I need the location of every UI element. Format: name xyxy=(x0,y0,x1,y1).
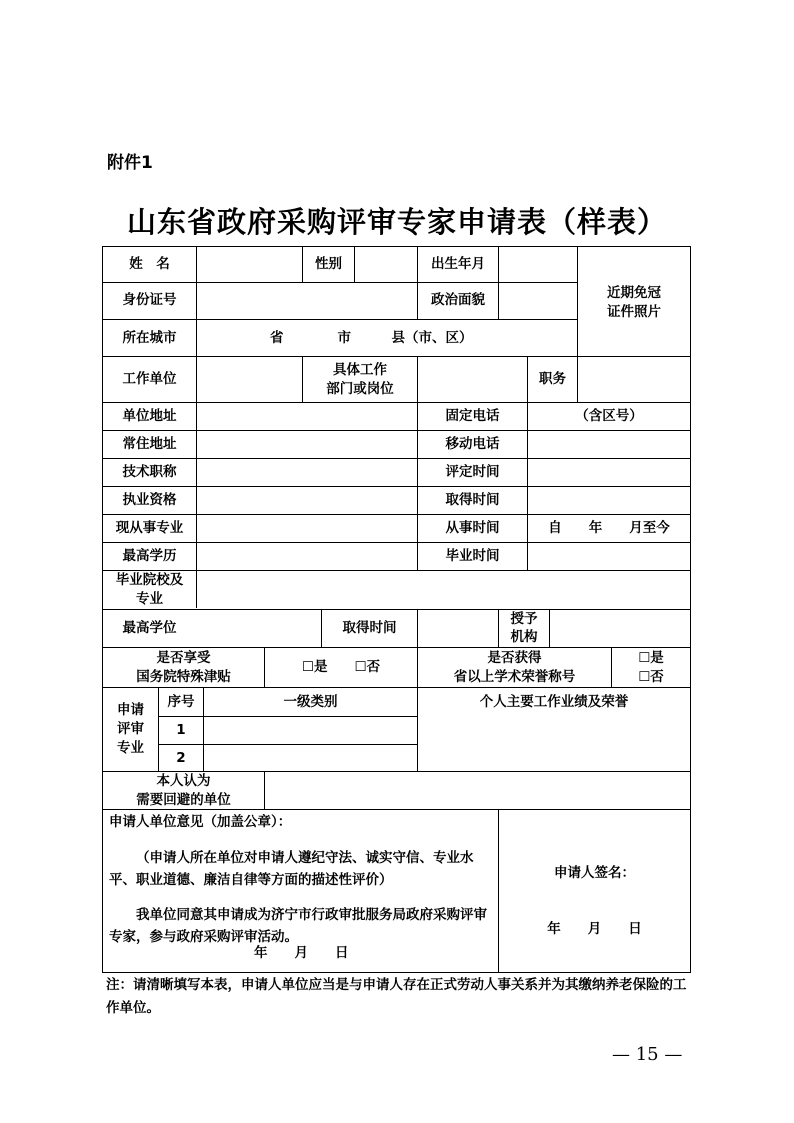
label-honor-1: 是否获得 xyxy=(487,650,542,666)
honor-yes-checkbox[interactable]: ☐是 xyxy=(638,650,664,666)
col-line xyxy=(498,809,499,972)
label-birth: 出生年月 xyxy=(431,256,485,272)
label-degree-time: 取得时间 xyxy=(342,620,397,636)
row-line xyxy=(158,716,417,717)
col-line xyxy=(417,356,418,402)
footnote: 注：请清晰填写本表，申请人单位应当是与申请人存在正式劳动人事关系并为其缴纳养老保险的工作单位。 xyxy=(106,977,687,1016)
row-line xyxy=(102,486,691,487)
col-line xyxy=(264,771,265,809)
col-line xyxy=(577,356,578,402)
label-avoid-2: 需要回避的单位 xyxy=(136,792,231,808)
label-seq: 序号 xyxy=(167,694,195,710)
label-politics: 政治面貌 xyxy=(431,292,485,308)
row-line xyxy=(102,514,691,515)
subsidy-yes-no-checkboxes[interactable]: ☐是 ☐否 xyxy=(301,659,381,675)
label-school-1: 毕业院校及 xyxy=(115,572,184,588)
col-line xyxy=(549,609,550,647)
label-unit-address: 单位地址 xyxy=(122,408,177,424)
col-line xyxy=(527,402,528,570)
area-code-hint: （含区号） xyxy=(575,408,643,424)
label-avoid-1: 本人认为 xyxy=(156,773,211,789)
label-grad-time: 毕业时间 xyxy=(445,548,500,564)
label-honor-2: 省以上学术荣誉称号 xyxy=(453,669,576,685)
unit-opinion-description: （申请人所在单位对申请人遵纪守法、诚实守信、专业水平、职业道德、廉洁自律等方面的描述性评价） xyxy=(109,850,474,888)
city-template: 省 市 县（市、区） xyxy=(270,330,473,346)
signature-date: 年 月 日 xyxy=(547,921,642,937)
label-degree: 最高学位 xyxy=(122,620,177,636)
label-category: 一级类别 xyxy=(283,694,338,710)
unit-opinion-label: 申请人单位意见（加盖公章）： xyxy=(109,814,292,830)
row-line xyxy=(102,687,691,688)
row-line xyxy=(102,282,578,283)
label-obtain-time: 取得时间 xyxy=(445,492,500,508)
unit-date: 年 月 日 xyxy=(254,945,349,961)
label-dept-2: 部门或岗位 xyxy=(326,381,394,397)
label-subsidy-1: 是否享受 xyxy=(156,650,211,666)
label-education: 最高学历 xyxy=(122,548,177,564)
seq-1: 1 xyxy=(176,722,186,738)
label-workplace: 工作单位 xyxy=(122,371,177,387)
label-school-2: 专业 xyxy=(136,591,163,607)
col-line xyxy=(354,246,355,282)
label-review-major-1: 申请 xyxy=(117,702,144,718)
seq-2: 2 xyxy=(176,750,186,766)
row-line xyxy=(102,319,578,320)
label-tech-title: 技术职称 xyxy=(122,464,177,480)
label-city: 所在城市 xyxy=(122,330,177,346)
row-line xyxy=(102,542,691,543)
label-home-address: 常住地址 xyxy=(122,436,177,452)
row-line xyxy=(102,430,691,431)
label-id-number: 身份证号 xyxy=(122,292,177,308)
attachment-label: 附件1 xyxy=(107,153,153,173)
label-qualification: 执业资格 xyxy=(122,492,177,508)
label-photo-2: 证件照片 xyxy=(607,304,661,320)
row-line xyxy=(102,458,691,459)
row-line xyxy=(102,356,691,357)
label-photo-1: 近期免冠 xyxy=(607,285,661,301)
honor-no-checkbox[interactable]: ☐否 xyxy=(638,669,664,685)
since-template: 自 年 月至今 xyxy=(548,520,670,536)
label-degree-inst-1: 授予 xyxy=(510,611,538,627)
col-line xyxy=(196,246,197,608)
label-subsidy-2: 国务院特殊津贴 xyxy=(136,669,231,685)
label-position: 职务 xyxy=(539,371,566,387)
label-current-major: 现从事专业 xyxy=(115,520,184,536)
table-border-top xyxy=(102,246,691,247)
label-achievements: 个人主要工作业绩及荣誉 xyxy=(479,694,629,710)
form-title: 山东省政府采购评审专家申请表（样表） xyxy=(126,205,667,239)
label-work-since: 从事时间 xyxy=(445,520,500,536)
label-gender: 性别 xyxy=(315,256,342,272)
label-eval-time: 评定时间 xyxy=(445,464,500,480)
col-line xyxy=(498,246,499,319)
label-degree-inst-2: 机构 xyxy=(510,629,538,645)
row-line xyxy=(158,744,417,745)
label-mobile: 移动电话 xyxy=(445,436,500,452)
row-line xyxy=(102,402,691,403)
signature-label: 申请人签名： xyxy=(554,865,635,881)
page-number: — 15 — xyxy=(612,1044,683,1065)
col-line xyxy=(417,609,418,647)
label-dept-1: 具体工作 xyxy=(333,362,387,378)
label-review-major-2: 评审 xyxy=(117,721,144,737)
row-line xyxy=(102,609,691,610)
label-name: 姓 名 xyxy=(129,256,170,272)
table-border-bottom xyxy=(102,972,691,973)
label-landline: 固定电话 xyxy=(445,408,500,424)
unit-consent-statement: 我单位同意其申请成为济宁市行政审批服务局政府采购评审专家，参与政府采购评审活动。 xyxy=(109,907,487,945)
label-review-major-3: 专业 xyxy=(117,740,144,756)
